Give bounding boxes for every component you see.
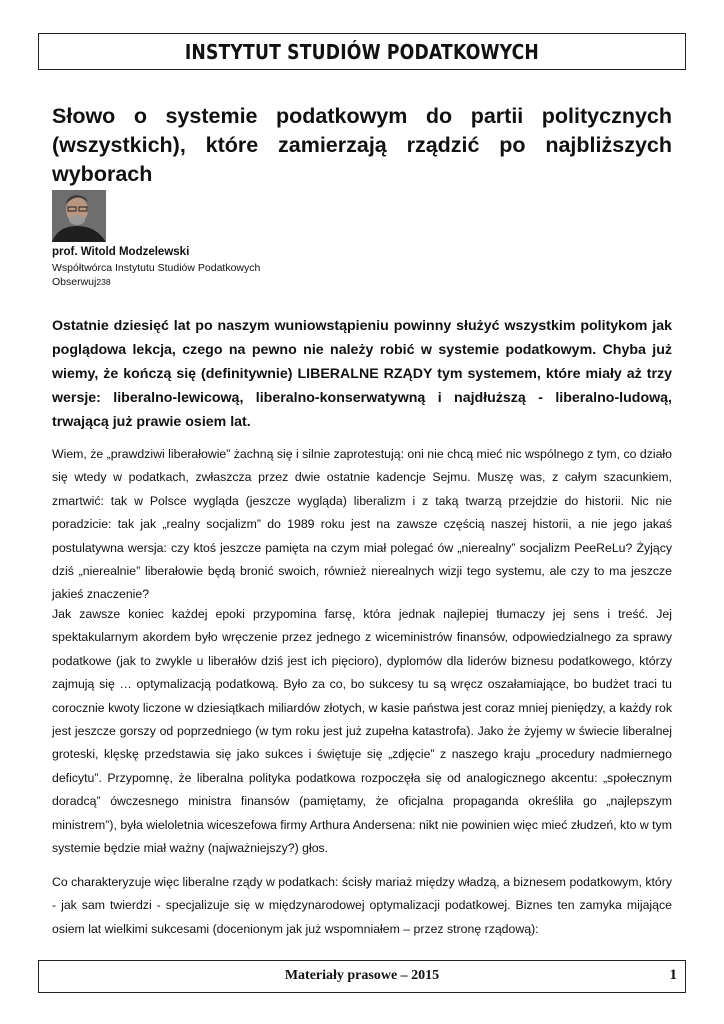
institute-title: INSTYTUT STUDIÓW PODATKOWYCH [184, 39, 540, 64]
follow-label[interactable]: Obserwuj [52, 276, 97, 288]
article-lead: Ostatnie dziesięć lat po naszym wuniowstąpieniu powinny służyć wszystkim politykom jak poglądowa lekcja, czego na pewno nie należy robić w systemie podatkowym. Chyba już wiemy, że kończą się (definitywnie) LIBERALNE RZĄDY tym systemem, które miały aż trzy wersje: liberalno-lewicową, liberalno-konserwatywną i najdłuższą - liberalno-ludową, trwającą już prawie osiem lat. [52, 318, 672, 430]
header-banner [38, 33, 686, 70]
author-portrait-icon [52, 190, 106, 242]
article-paragraph: Wiem, że „prawdziwi liberałowie” żachną się i silnie zaprotestują: oni nie chcą mieć nic wspólnego z tym, co działo się wtedy w podatkach, zwłaszcza przez dwie ostatnie kadencje Sejmu. Muszę was, z całym szacunkiem, zmartwić: tak w Polsce wygląda (jeszcze wygląda) liberalizm i z taką twarzą przejdzie do historii. Nic nie poradzicie: tak jak „realny socjalizm” do 1989 roku jest na zawsze częścią naszej historii, a nie jego jakaś postulatywna wersja: czy ktoś jeszcze pamięta na czym miał polegać ów „nierealny” socjalizm PeeReLu? Żyjący dziś „nierealnie” liberałowie będą bronić swoich, również nierealnych wizji tego systemu, ale czy to ma jeszcze jakieś znaczenie? [52, 447, 672, 602]
article-title: Słowo o systemie podatkowym do partii politycznych (wszystkich), które zamierzają rządzić po najbliższych wyborach [52, 104, 672, 186]
page-number: 1 [669, 967, 677, 983]
footer-label: Materiały prasowe – 2015 [284, 968, 440, 983]
follow-count: 238 [96, 277, 111, 287]
author-role: Współtwórca Instytutu Studiów Podatkowych [52, 262, 261, 274]
footer-bar [38, 960, 686, 993]
article-paragraph: Jak zawsze koniec każdej epoki przypomina farsę, która jednak najlepiej tłumaczy jej sens i treść. Jej spektakularnym akordem było wręczenie przez jednego z wiceministrów finansów, odpowiedzialnego za sprawy podatkowe (jak to zwykle u liberałów dziś jest ich pięcioro), dyplomów dla liderów biznesu podatkowego, którzy zajmują się … optymalizacją podatkową. Było za co, bo sukcesy tu są wręcz oszałamiające, bo budżet traci tu corocznie kwoty liczone w dziesiątkach miliardów złotych, w kasie państwa jest coraz mniej pieniędzy, a każdy rok jest jeszcze gorszy od poprzedniego (w tym roku jest już zupełna katastrofa). Jako że żyjemy w świecie liberalnej groteski, klęskę przedstawia się jako sukces i świętuje się „zdjęcie” z naszego kraju „procedury nadmiernego deficytu”. Przypomnę, że liberalna polityka podatkowa rozpoczęła się od analogicznego akcentu: „społecznym doradcą” ówczesnego ministra finansów (pamiętamy, że oficjalna propaganda określiła go „najlepszym ministrem”), była wieloletnia wiceszefowa firmy Arthura Andersena: nikt nie powinien więc mieć złudzeń, kto w tym systemie będzie miał ważny (najważniejszy?) głos. [52, 607, 672, 856]
author-name[interactable]: prof. Witold Modzelewski [52, 246, 190, 258]
article-paragraph: Co charakteryzuje więc liberalne rządy w podatkach: ścisły mariaż między władzą, a biznesem podatkowym, który - jak sam twierdzi - specjalizuje się w międzynarodowej optymalizacji podatkowej. Biznes ten zamyka mijające osiem lat wielkimi sukcesami (docenionym jak już wspomniałem – przez stronę rządową): [52, 875, 672, 936]
follow-link[interactable] [52, 276, 111, 288]
